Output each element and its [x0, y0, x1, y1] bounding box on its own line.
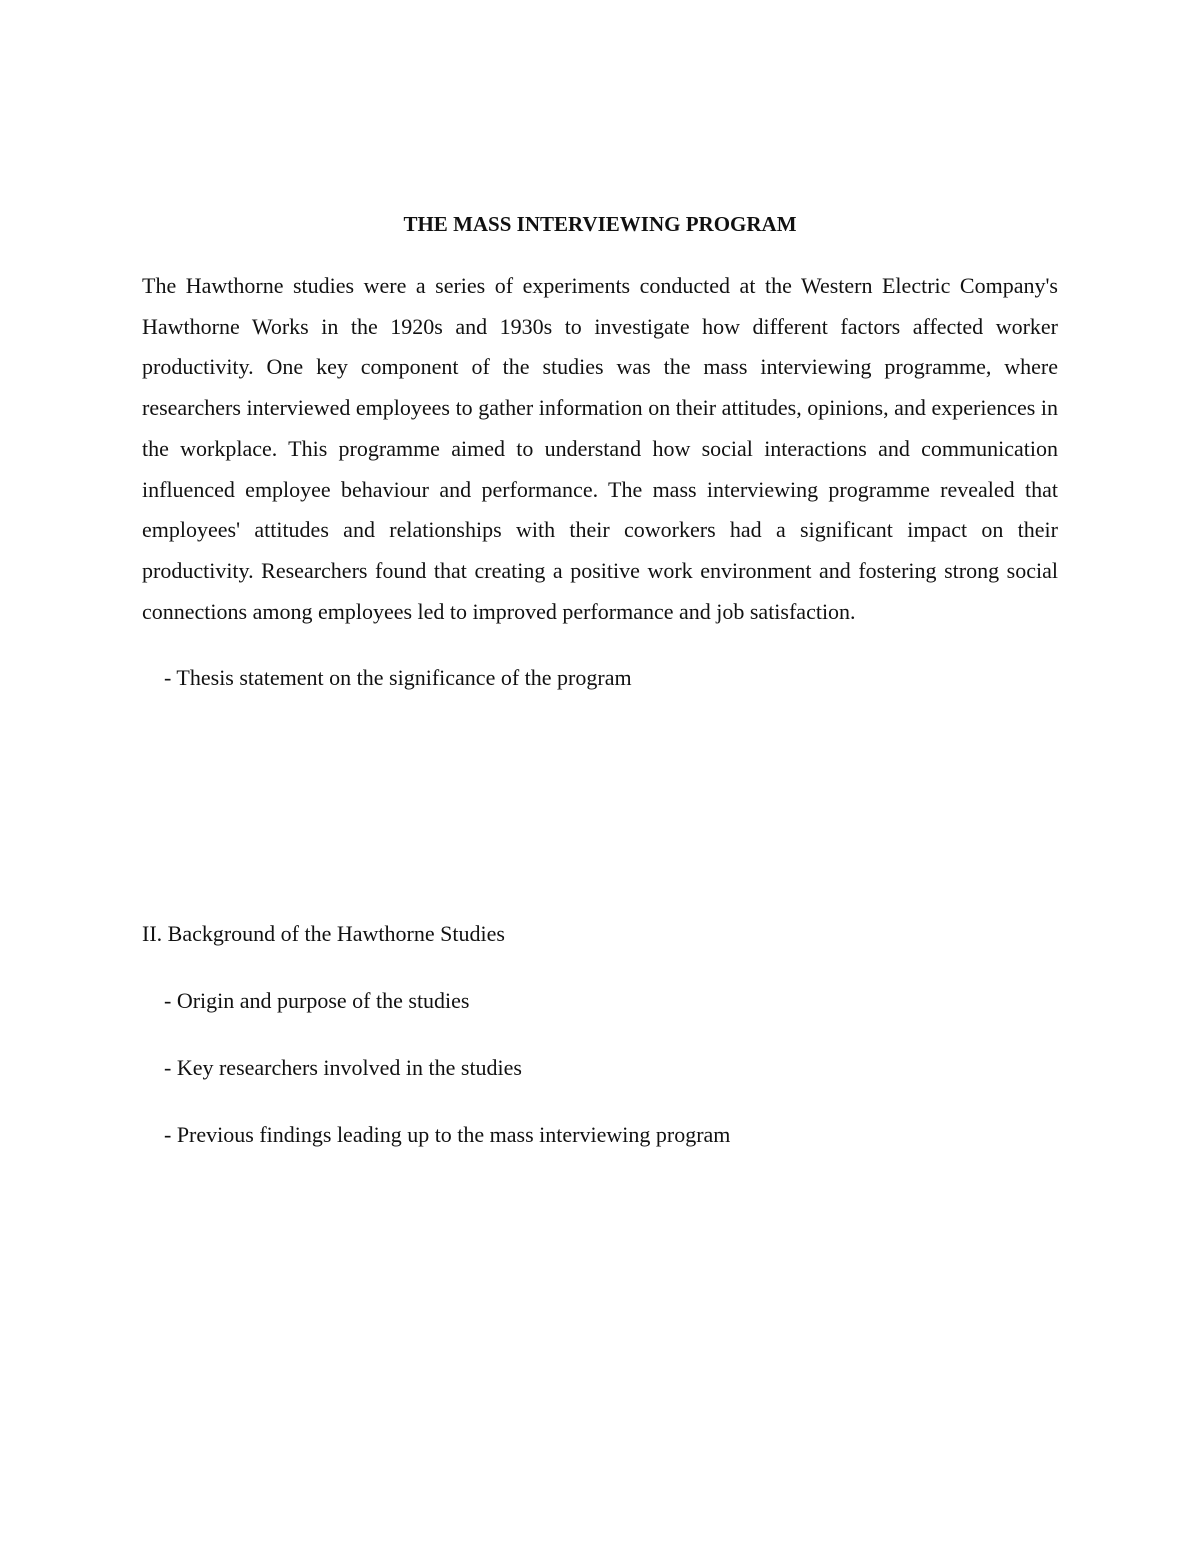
thesis-bullet: - Thesis statement on the significance of the program: [164, 665, 632, 691]
list-item-previous-findings: - Previous findings leading up to the mass interviewing program: [164, 1122, 731, 1148]
section-heading-background: II. Background of the Hawthorne Studies: [142, 921, 505, 947]
intro-paragraph: The Hawthorne studies were a series of experiments conducted at the Western Electric Company's Hawthorne Works in the 1920s and 1930s to investigate how different factors affected worker productivity. One key component of the studies was the mass interviewing programme, where researchers interviewed employees to gather information on their attitudes, opinions, and experiences in the workplace. This programme aimed to understand how social interactions and communication influenced employee behaviour and performance. The mass interviewing programme revealed that employees' attitudes and relationships with their coworkers had a significant impact on their productivity. Researchers found that creating a positive work environment and fostering strong social connections among employees led to improved performance and job satisfaction.: [142, 273, 1058, 624]
list-item-origin-purpose: - Origin and purpose of the studies: [164, 988, 470, 1014]
document-content: [142, 200, 1058, 1155]
document-title: THE MASS INTERVIEWING PROGRAM: [403, 212, 797, 236]
list-item-key-researchers: - Key researchers involved in the studies: [164, 1055, 522, 1081]
